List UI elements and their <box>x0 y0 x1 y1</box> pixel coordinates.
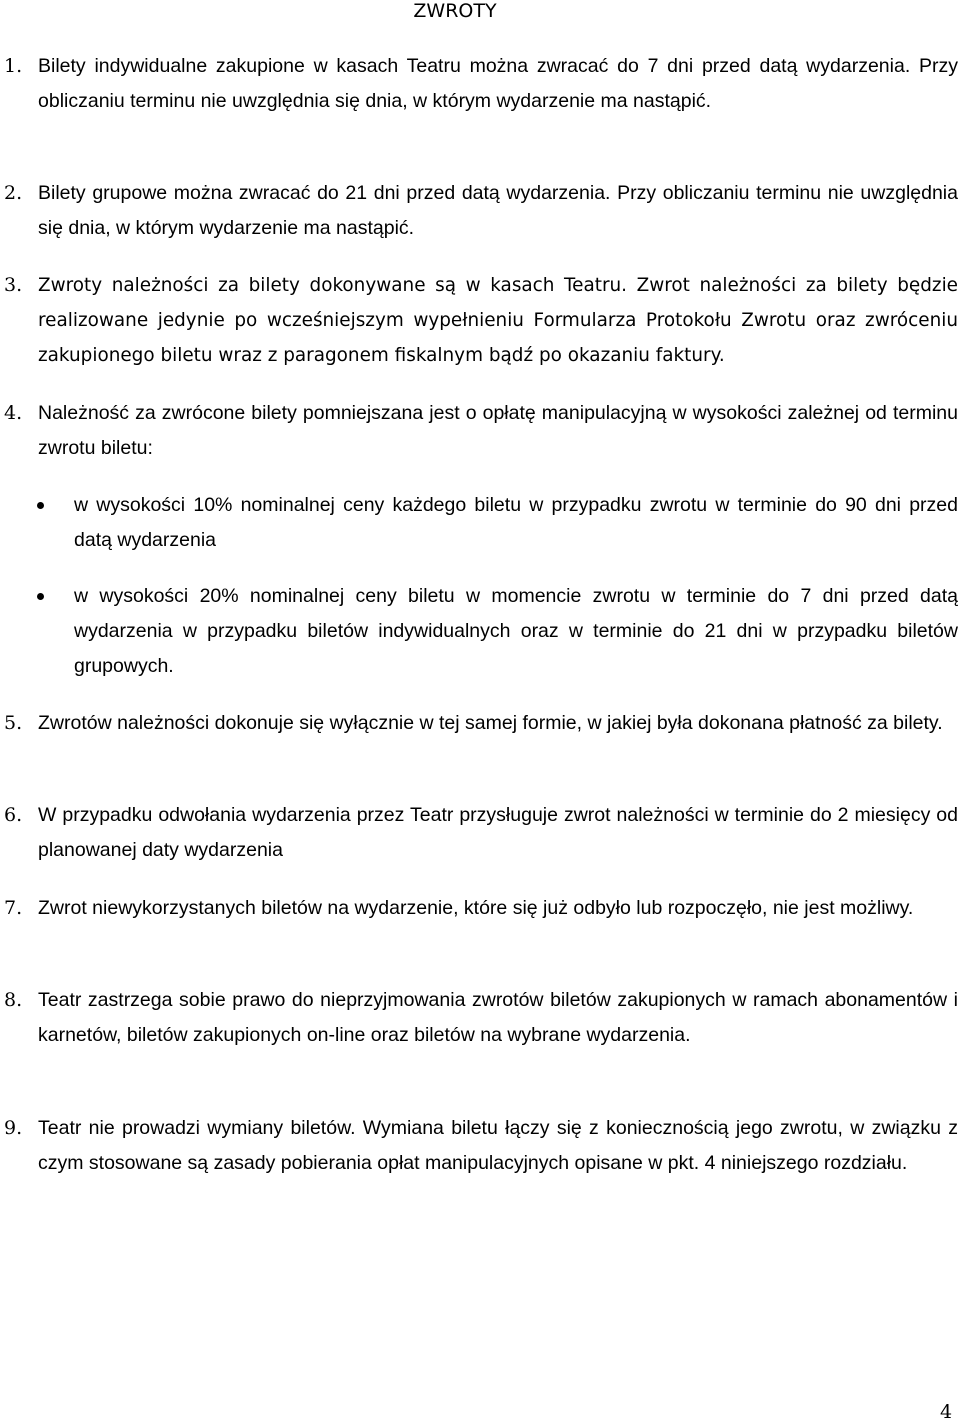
list-item-2 <box>0 176 958 246</box>
page-title: ZWROTY <box>413 0 497 22</box>
list-item-1 <box>0 49 958 119</box>
item-number: 7. <box>4 897 23 919</box>
bullet-text: w wysokości 20% nominalnej ceny biletu w momencie zwrotu w terminie do 7 dni przed datą wydarzenia w przypadku biletów indywidualnych oraz w terminie do 21 dni w przypadku biletów grupowych. <box>74 585 958 677</box>
list-item-3 <box>0 268 958 373</box>
list-item-5 <box>0 706 958 741</box>
item-text: Zwrot niewykorzystanych biletów na wydarzenie, które się już odbyło lub rozpoczęło, nie jest możliwy. <box>38 897 914 919</box>
bullet-icon <box>37 593 44 600</box>
item-text: Teatr zastrzega sobie prawo do nieprzyjmowania zwrotów biletów zakupionych w ramach abonamentów i karnetów, biletów zakupionych on-line oraz biletów na wybrane wydarzenia. <box>38 989 958 1046</box>
item-text: Należność za zwrócone bilety pomniejszana jest o opłatę manipulacyjną w wysokości zależnej od terminu zwrotu biletu: <box>38 402 958 459</box>
item-number: 4. <box>4 402 23 424</box>
item-number: 1. <box>4 55 23 77</box>
list-item-9 <box>0 1111 958 1181</box>
list-item-6 <box>0 798 958 868</box>
item-number: 5. <box>4 712 23 734</box>
item-text: Teatr nie prowadzi wymiany biletów. Wymiana biletu łączy się z koniecznością jego zwrotu, w związku z czym stosowane są zasady pobierania opłat manipulacyjnych opisane w pkt. 4 niniejszego rozdziału. <box>38 1117 958 1174</box>
item-text: Bilety grupowe można zwracać do 21 dni przed datą wydarzenia. Przy obliczaniu terminu nie uwzględnia się dnia, w którym wydarzenie ma nastąpić. <box>38 182 958 239</box>
item-text: Zwrotów należności dokonuje się wyłącznie w tej samej formie, w jakiej była dokonana płatność za bilety. <box>38 712 943 734</box>
item-number: 6. <box>4 804 23 826</box>
list-item-7 <box>0 891 958 926</box>
item-text: Zwroty należności za bilety dokonywane są w kasach Teatru. Zwrot należności za bilety będzie realizowane jedynie po wcześniejszym wypełnieniu Formularza Protokołu Zwrotu oraz zwróceniu zakupionego biletu wraz z paragonem fiskalnym bądź po okazaniu faktury. <box>38 275 958 366</box>
item-number: 2. <box>4 182 23 204</box>
list-item-8 <box>0 983 958 1053</box>
bullet-icon <box>37 502 44 509</box>
item-number: 9. <box>4 1117 23 1139</box>
item-number: 8. <box>4 989 23 1011</box>
bullet-item-1 <box>0 488 958 558</box>
bullet-text: w wysokości 10% nominalnej ceny każdego biletu w przypadku zwrotu w terminie do 90 dni przed datą wydarzenia <box>74 494 958 551</box>
page-number: 4 <box>940 1401 953 1423</box>
item-text: W przypadku odwołania wydarzenia przez Teatr przysługuje zwrot należności w terminie do 2 miesięcy od planowanej daty wydarzenia <box>38 804 958 861</box>
list-item-4 <box>0 396 958 466</box>
item-number: 3. <box>4 274 23 296</box>
item-text: Bilety indywidualne zakupione w kasach Teatru można zwracać do 7 dni przed datą wydarzenia. Przy obliczaniu terminu nie uwzględnia się dnia, w którym wydarzenie ma nastąpić. <box>38 55 958 112</box>
bullet-item-2 <box>0 579 958 684</box>
